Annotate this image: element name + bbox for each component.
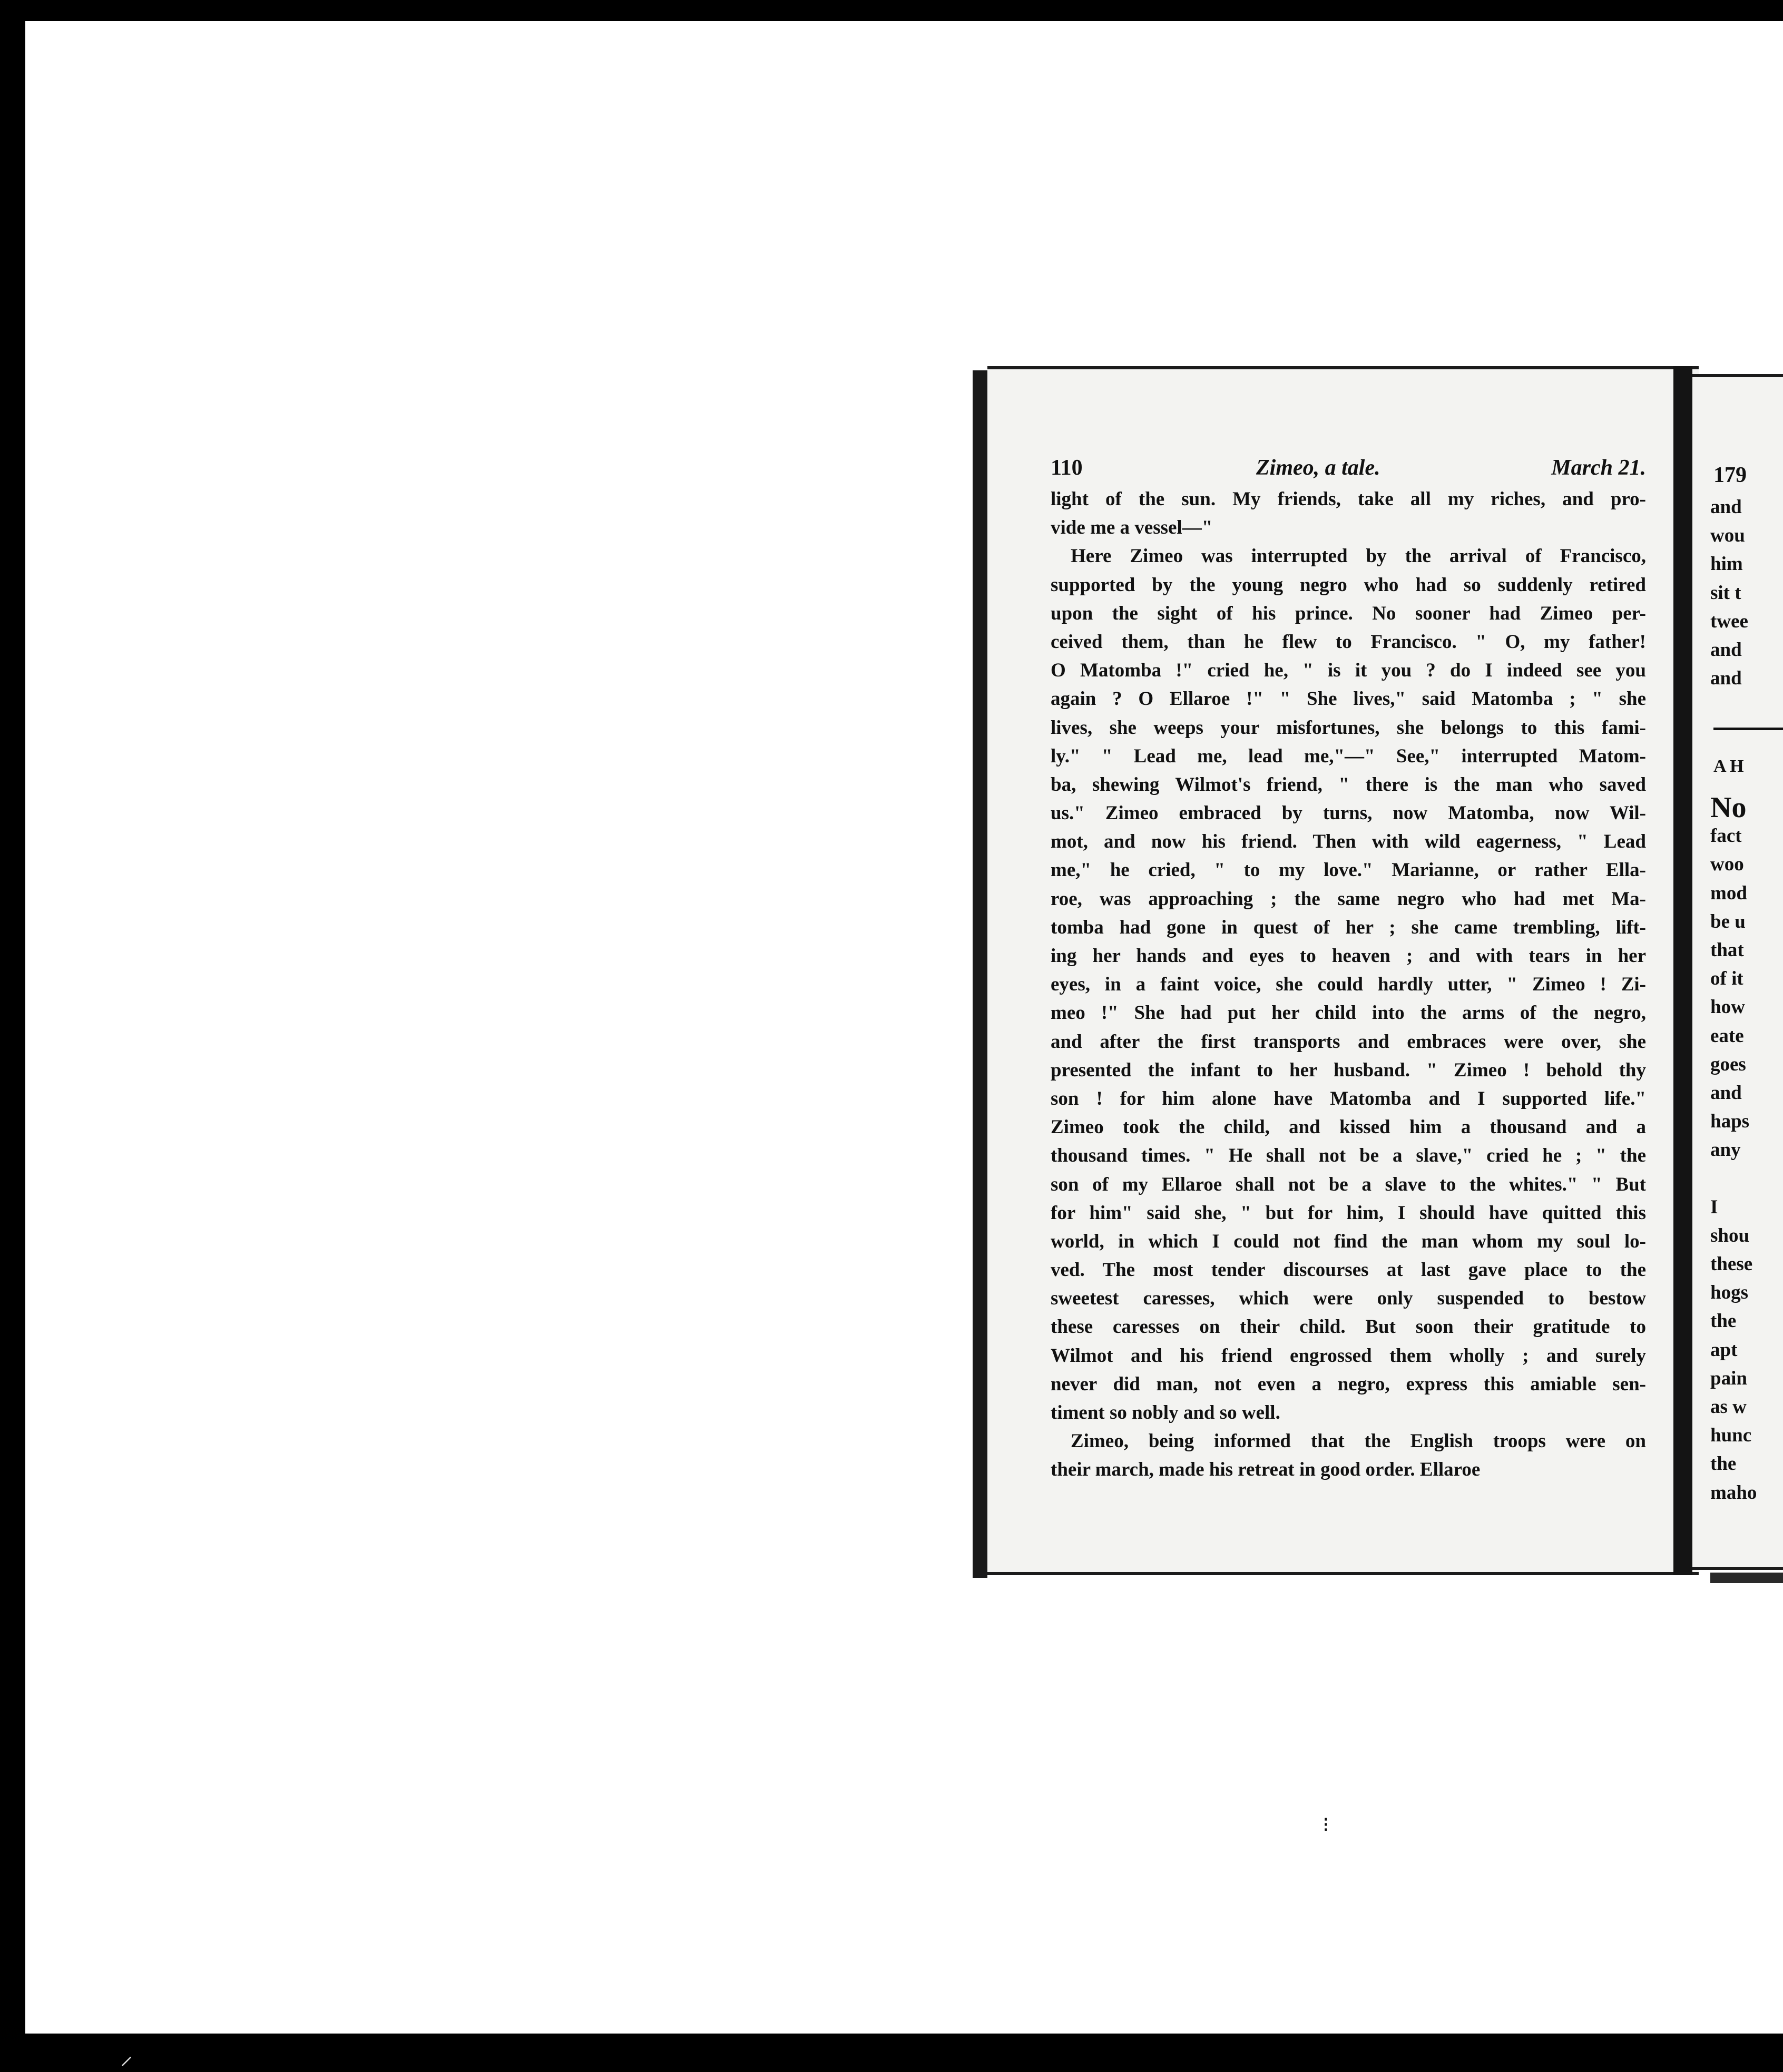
text-line: meo !" She had put her child into the arms of the negro,	[1051, 1002, 1646, 1024]
text-line: me," he cried, " to my love." Marianne, or rather Ella-	[1051, 859, 1646, 881]
text-line: world, in which I could not find the man whom my soul lo-	[1051, 1230, 1646, 1252]
text-line-fragment: and	[1710, 1082, 1742, 1104]
text-line: their march, made his retreat in good order. Ellaroe	[1051, 1459, 1481, 1481]
text-line-fragment: how	[1710, 996, 1745, 1018]
text-line: light of the sun. My friends, take all my riches, and pro-	[1051, 488, 1646, 510]
text-line-fragment: shou	[1710, 1224, 1750, 1246]
text-line-fragment: of it	[1710, 968, 1743, 990]
right-page-number: 179	[1713, 463, 1747, 487]
text-line-fragment: him	[1710, 553, 1743, 575]
text-line-fragment: twee	[1710, 610, 1748, 632]
text-line-fragment: and	[1710, 496, 1742, 518]
text-line-fragment: eate	[1710, 1025, 1744, 1047]
text-line: upon the sight of his prince. No sooner had Zimeo per-	[1051, 602, 1646, 624]
text-line-fragment: and	[1710, 639, 1742, 661]
text-line: Zimeo took the child, and kissed him a thousand and a	[1051, 1116, 1646, 1138]
text-line-fragment: haps	[1710, 1111, 1750, 1133]
corner-mark: ⸝	[120, 2042, 133, 2070]
text-line: ly." " Lead me, lead me,"—" See," interrupted Matom-	[1051, 745, 1646, 767]
text-line-fragment: and	[1710, 667, 1742, 690]
right-page-text-bottom	[1710, 793, 1783, 1507]
text-line-fragment: wou	[1710, 525, 1745, 547]
right-page-text-top	[1710, 493, 1783, 693]
right-page-partial	[1692, 374, 1783, 1570]
text-line: presented the infant to her husband. " Zimeo ! behold thy	[1051, 1059, 1646, 1081]
text-line: these caresses on their child. But soon their gratitude to	[1051, 1316, 1646, 1338]
text-line-fragment: be u	[1710, 910, 1746, 932]
book-gutter	[1673, 366, 1692, 1575]
text-line: ceived them, than he flew to Francisco. " O, my father!	[1051, 631, 1646, 653]
text-line: for him" said she, " but for him, I should have quitted this	[1051, 1202, 1646, 1224]
text-line-fragment: these	[1710, 1253, 1753, 1275]
text-line-fragment: the	[1710, 1310, 1737, 1332]
text-line: us." Zimeo embraced by turns, now Matomba, now Wil-	[1051, 802, 1646, 824]
text-line: mot, and now his friend. Then with wild eagerness, " Lead	[1051, 831, 1646, 853]
page-number: 110	[1051, 456, 1083, 480]
text-line-fragment: hogs	[1710, 1282, 1748, 1304]
running-date: March 21.	[1551, 456, 1646, 480]
text-line-fragment: any	[1710, 1139, 1741, 1161]
text-line: tomba had gone in quest of her ; she came trembling, lift-	[1051, 916, 1646, 938]
text-line: Zimeo, being informed that the English troops were on	[1071, 1430, 1646, 1452]
text-line-fragment: maho	[1710, 1481, 1757, 1504]
running-title: Zimeo, a tale.	[1256, 456, 1380, 480]
text-line: never did man, not even a negro, express this amiable sen-	[1051, 1373, 1646, 1395]
text-line-fragment: goes	[1710, 1053, 1746, 1075]
text-line-fragment: sit t	[1710, 582, 1741, 604]
text-line: vide me a vessel—"	[1051, 517, 1213, 539]
running-head	[1051, 455, 1646, 482]
text-line-fragment: No	[1710, 791, 1747, 824]
text-line-fragment: that	[1710, 939, 1744, 961]
text-line: ing her hands and eyes to heaven ; and with tears in her	[1051, 945, 1646, 967]
text-line: O Matomba !" cried he, " is it you ? do I indeed see you	[1051, 660, 1646, 682]
text-line: thousand times. " He shall not be a slave," cried he ; " the	[1051, 1145, 1646, 1167]
section-rule	[1713, 728, 1783, 730]
text-line: lives, she weeps your misfortunes, she belongs to this fami-	[1051, 716, 1646, 739]
left-page	[987, 366, 1699, 1575]
text-line: again ? O Ellaroe !" " She lives," said Matomba ; " she	[1051, 688, 1646, 710]
page-body-text	[1051, 485, 1646, 1485]
text-line-fragment: I	[1710, 1196, 1718, 1218]
text-line: ba, shewing Wilmot's friend, " there is the man who saved	[1051, 773, 1646, 796]
text-line: roe, was approaching ; the same negro who had met Ma-	[1051, 888, 1646, 910]
page-shadow	[1710, 1573, 1783, 1583]
text-line: Here Zimeo was interrupted by the arrival of Francisco,	[1071, 545, 1646, 567]
text-line: Wilmot and his friend engrossed them wholly ; and surely	[1051, 1344, 1646, 1367]
right-section-heading: A H	[1713, 757, 1744, 776]
text-line-fragment: woo	[1710, 853, 1744, 876]
speck-mark: ⁝	[1322, 1813, 1329, 1837]
text-line-fragment: fact	[1710, 825, 1742, 847]
text-line-fragment: mod	[1710, 882, 1747, 904]
text-line-fragment: pain	[1710, 1367, 1747, 1389]
text-line: sweetest caresses, which were only suspended to bestow	[1051, 1288, 1646, 1310]
text-line: ved. The most tender discourses at last gave place to the	[1051, 1259, 1646, 1281]
text-line: eyes, in a faint voice, she could hardly utter, " Zimeo ! Zi-	[1051, 974, 1646, 996]
text-line: and after the first transports and embraces were over, she	[1051, 1030, 1646, 1053]
text-line: timent so nobly and so well.	[1051, 1402, 1280, 1423]
text-line-fragment: hunc	[1710, 1425, 1752, 1447]
text-line: son of my Ellaroe shall not be a slave to the whites." " But	[1051, 1173, 1646, 1195]
text-line-fragment: as w	[1710, 1396, 1747, 1418]
text-line-fragment: apt	[1710, 1339, 1738, 1361]
text-line: supported by the young negro who had so suddenly retired	[1051, 574, 1646, 596]
text-line-fragment: the	[1710, 1453, 1737, 1475]
book-spread	[973, 366, 1783, 1578]
left-page-edge	[973, 370, 987, 1578]
text-line-fragment	[1710, 1164, 1783, 1193]
text-line: son ! for him alone have Matomba and I supported life."	[1051, 1087, 1646, 1109]
